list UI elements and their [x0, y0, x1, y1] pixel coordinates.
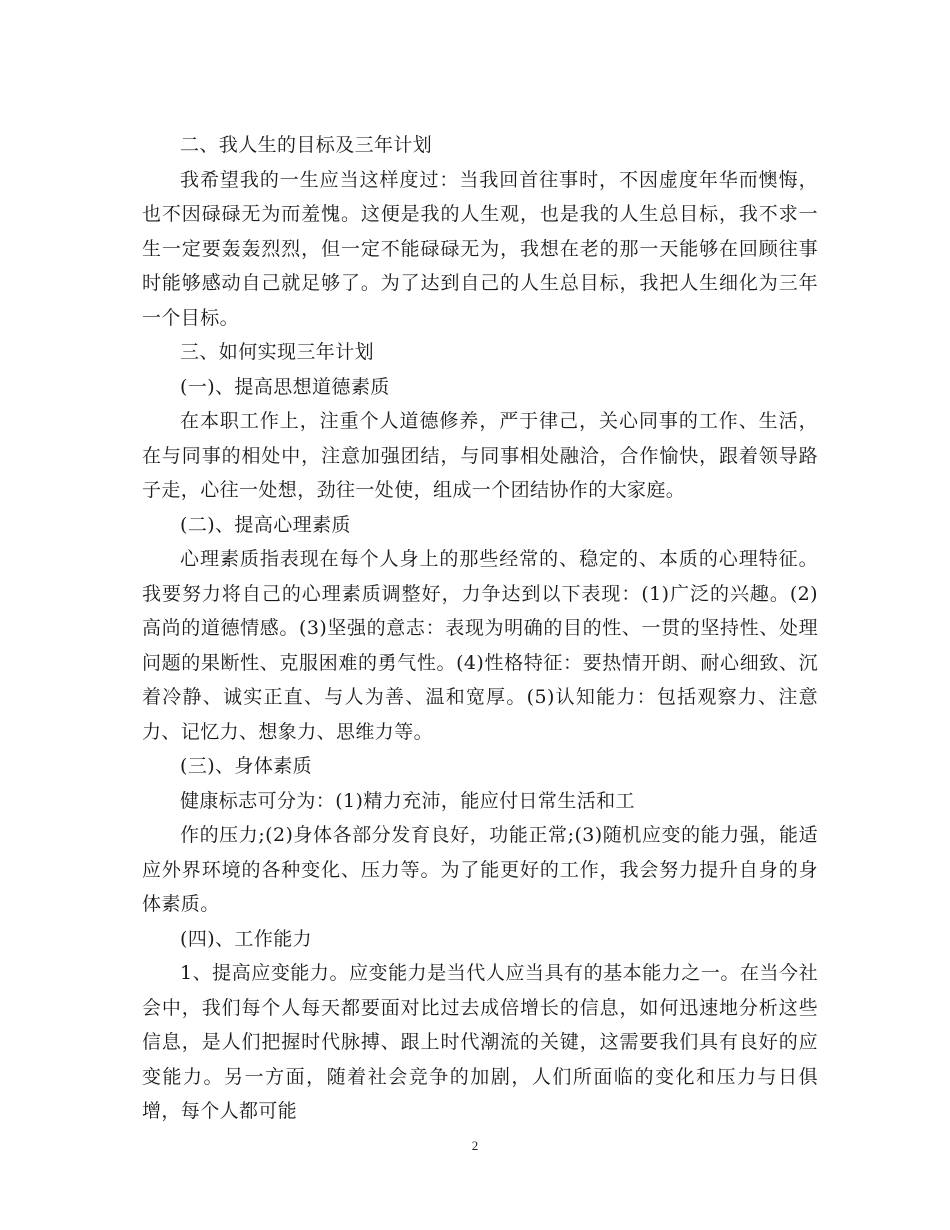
section-heading-plan: 三、如何实现三年计划: [180, 341, 375, 363]
section-heading-goals: 二、我人生的目标及三年计划: [180, 134, 433, 156]
subheading-physical: (三)、身体素质: [180, 755, 313, 777]
paragraph-psychology: 心理素质指表现在每个人身上的那些经常的、稳定的、本质的心理特征。我要努力将自己的心理素质调整好，力争达到以下表现：(1)广泛的兴趣。(2)高尚的道德情感。(3)坚强的意志：表现为明确的目的性、一贯的坚持性、处理问题的果断性、克服困难的勇气性。(4)性格特征：要热情开朗、耐心细致、沉着冷静、诚实正直、与人为善、温和宽厚。(5)认知能力：包括观察力、注意力、记忆力、想象力、思维力等。: [142, 548, 818, 743]
subheading-psychology: (二)、提高心理素质: [180, 513, 351, 536]
document-body: [142, 128, 818, 1129]
subheading-moral: (一)、提高思想道德素质: [180, 375, 390, 398]
paragraph-health-detail: 作的压力;(2)身体各部分发育良好，功能正常;(3)随机应变的能力强，能适应外界环境的各种变化、压力等。为了能更好的工作，我会努力提升自身的身体素质。: [142, 824, 818, 915]
page-number: 2: [471, 1138, 479, 1153]
subheading-work-ability: (四)、工作能力: [180, 927, 313, 950]
paragraph-life-goal: 我希望我的一生应当这样度过：当我回首往事时，不因虚度年华而懊悔，也不因碌碌无为而羞愧。这便是我的人生观，也是我的人生总目标，我不求一生一定要轰轰烈烈，但一定不能碌碌无为，我想在老的那一天能够在回顾往事时能够感动自己就足够了。为了达到自己的人生总目标，我把人生细化为三年一个目标。: [142, 168, 818, 329]
paragraph-moral: 在本职工作上，注重个人道德修养，严于律己，关心同事的工作、生活，在与同事的相处中，注意加强团结，与同事相处融洽，合作愉快，跟着领导路子走，心往一处想，劲往一处使，组成一个团结协作的大家庭。: [142, 410, 818, 501]
paragraph-adaptability: 1、提高应变能力。应变能力是当代人应当具有的基本能力之一。在当今社会中，我们每个人每天都要面对比过去成倍增长的信息，如何迅速地分析这些信息，是人们把握时代脉搏、跟上时代潮流的关键，这需要我们具有良好的应变能力。另一方面，随着社会竞争的加剧，人们所面临的变化和压力与日俱增，每个人都可能: [142, 962, 818, 1122]
paragraph-health-intro: 健康标志可分为：(1)精力充沛，能应付日常生活和工: [180, 789, 635, 812]
